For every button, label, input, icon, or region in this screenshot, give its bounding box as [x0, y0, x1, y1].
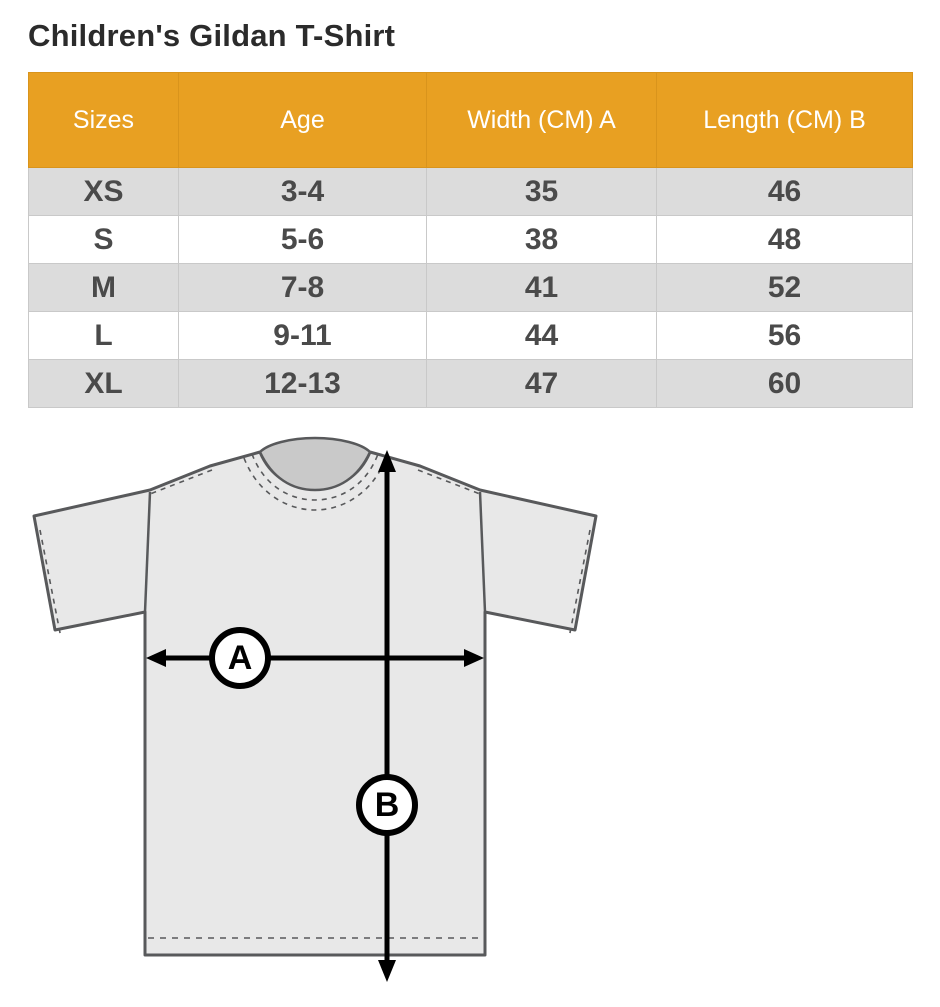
cell-width: 35 [427, 168, 657, 216]
table-row [29, 216, 913, 264]
page-title: Children's Gildan T-Shirt [28, 18, 396, 53]
cell-length: 56 [657, 312, 913, 360]
cell-age: 9-11 [179, 312, 427, 360]
cell-age: 5-6 [179, 216, 427, 264]
cell-size: M [29, 264, 179, 312]
table-header-row [29, 73, 913, 168]
cell-length: 52 [657, 264, 913, 312]
cell-length: 46 [657, 168, 913, 216]
cell-width: 47 [427, 360, 657, 408]
tshirt-body-path [34, 452, 596, 955]
column-header-width: Width (CM) A [427, 73, 657, 168]
cell-age: 3-4 [179, 168, 427, 216]
cell-size: XS [29, 168, 179, 216]
size-table [28, 72, 913, 408]
cell-size: XL [29, 360, 179, 408]
cell-width: 41 [427, 264, 657, 312]
table-header [29, 73, 913, 168]
table-row [29, 312, 913, 360]
length-marker-label: B [374, 786, 400, 824]
table-body [29, 168, 913, 408]
width-marker-label: A [227, 639, 253, 677]
table-row [29, 264, 913, 312]
tshirt-icon [34, 438, 596, 955]
cell-size: S [29, 216, 179, 264]
width-marker-a [212, 630, 268, 686]
column-header-age: Age [179, 73, 427, 168]
cell-length: 48 [657, 216, 913, 264]
table-row [29, 360, 913, 408]
table-row [29, 168, 913, 216]
length-marker-b [359, 777, 415, 833]
column-header-length: Length (CM) B [657, 73, 913, 168]
column-header-sizes: Sizes [29, 73, 179, 168]
cell-length: 60 [657, 360, 913, 408]
cell-age: 12-13 [179, 360, 427, 408]
cell-width: 44 [427, 312, 657, 360]
tshirt-measurement-diagram [0, 430, 940, 1007]
cell-size: L [29, 312, 179, 360]
cell-age: 7-8 [179, 264, 427, 312]
cell-width: 38 [427, 216, 657, 264]
